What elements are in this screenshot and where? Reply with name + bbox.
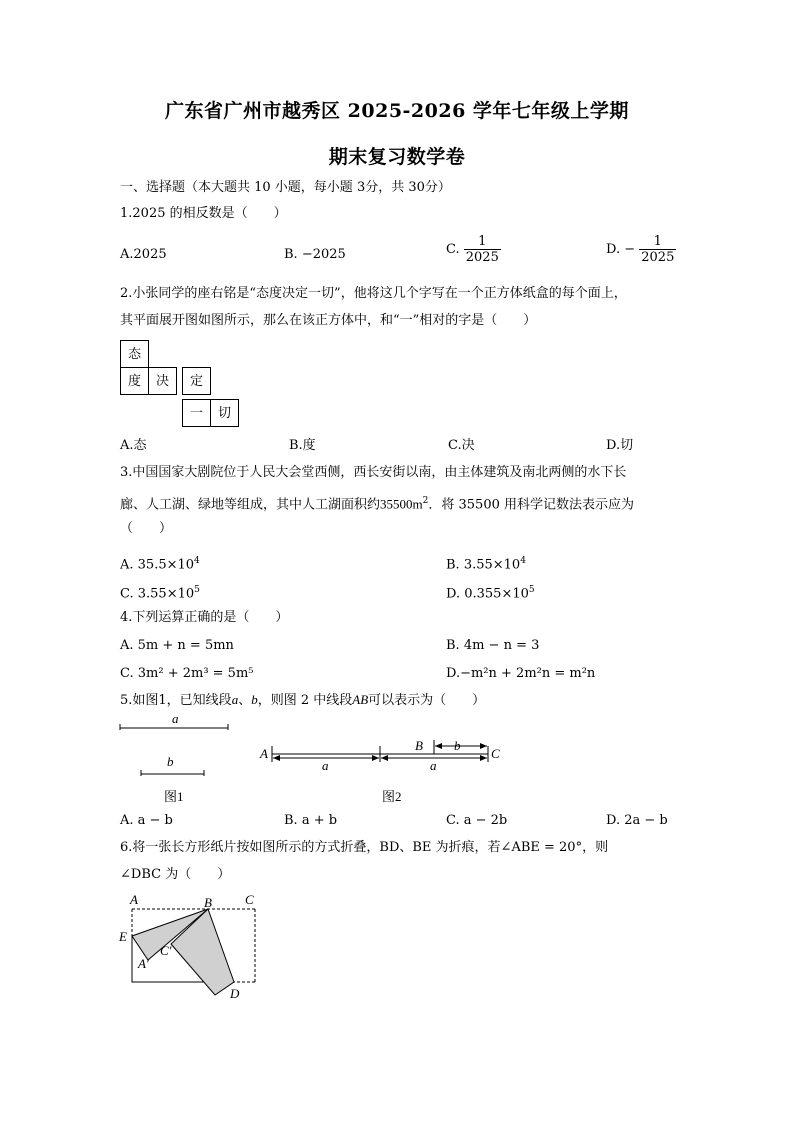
q3-option-d <box>446 582 535 602</box>
q3-area-value: 35500m <box>380 496 423 512</box>
fig-point-a: A <box>130 892 138 907</box>
q3-line1: 3.中国国家大剧院位于人民大会堂西侧，西长安街以南，由主体建筑及南北两侧的水下长 <box>120 465 627 480</box>
q4-stem: 4.下列运算正确的是（ ） <box>120 610 289 625</box>
fig-point-c: C <box>245 892 254 907</box>
q3-option-a <box>120 553 200 573</box>
net-cell-qie: 切 <box>210 399 239 427</box>
net-cell-jue: 决 <box>148 367 177 395</box>
q6-line1: 6.将一张长方形纸片按如图所示的方式折叠，BD、BE 为折痕，若∠ABE = 20°，则 <box>120 840 609 855</box>
exam-title-line2: 期末复习数学卷 <box>328 146 466 168</box>
q3-line2 <box>120 493 634 513</box>
q5-var-b: b <box>251 692 258 707</box>
q2-option-a: A.态 <box>120 438 147 453</box>
net-cell-yi: 一 <box>182 399 211 427</box>
exam-title-line1: 广东省广州市越秀区 2025-2026 学年七年级上学期 <box>165 100 629 122</box>
q4-option-d: D.−m²n + 2m²n = m²n <box>446 666 596 681</box>
q3-d-exp: 5 <box>528 585 535 595</box>
q3-line3: （ ） <box>120 521 173 536</box>
q4-option-b: B. 4m − n = 3 <box>446 638 540 653</box>
net-cell-ding: 定 <box>182 367 211 395</box>
q3-option-b <box>446 553 526 573</box>
fig2-point-c: C <box>491 746 500 761</box>
q6-line2: ∠DBC 为（ ） <box>120 867 231 882</box>
q5-stem <box>120 692 485 709</box>
q3-c-exp: 5 <box>194 585 200 595</box>
q3-b-exp: 4 <box>520 556 526 566</box>
q5-option-d: D. 2a − b <box>606 813 668 828</box>
q1-option-a: A.2025 <box>120 247 167 262</box>
q5-option-c: C. a − 2b <box>446 813 508 828</box>
q3-c-base: C. 3.55×10 <box>120 586 195 602</box>
q4-option-c: C. 3m² + 2m³ = 5m⁵ <box>120 666 254 681</box>
fig1-label-a: a <box>172 711 179 726</box>
q5-option-b: B. a + b <box>284 813 338 828</box>
q5-figures <box>110 708 530 808</box>
q5-stem-end: 可以表示为（ ） <box>368 693 486 708</box>
q5-var-a: a <box>231 692 239 707</box>
fig2-label-b: b <box>454 738 461 753</box>
fig-point-c-prime: C′ <box>160 943 172 958</box>
q6-fold-figure <box>112 890 272 1005</box>
q2-line1: 2.小张同学的座右铭是“态度决定一切”，他将这几个字写在一个正方体纸盒的每个面上， <box>120 286 627 301</box>
q1-c-numerator: 1 <box>464 234 501 250</box>
fig2-label-a2: a <box>430 758 437 773</box>
q5-segment-ab: AB <box>352 692 369 707</box>
q2-option-b: B.度 <box>289 438 316 453</box>
q3-b-base: B. 3.55×10 <box>446 557 521 573</box>
q3-d-base: D. 0.355×10 <box>446 586 529 602</box>
q1-option-d-prefix: D. − <box>606 242 636 257</box>
net-cell-tai: 态 <box>120 340 149 368</box>
fig-point-b: B <box>204 895 212 910</box>
q5-stem-mid: ，则图 2 中线段 <box>257 693 353 708</box>
q1-option-c-prefix: C. <box>446 242 460 257</box>
q5-separator: 、 <box>238 693 252 708</box>
q3-line2-start: 廊、人工湖、绿地等组成，其中人工湖面积约 <box>120 497 381 513</box>
q1-c-denominator: 2025 <box>465 250 499 265</box>
q3-area-exponent: 2 <box>422 496 429 506</box>
q1-option-c <box>446 234 501 265</box>
fig2-caption: 图2 <box>382 789 402 804</box>
q2-option-c: C.决 <box>448 438 475 453</box>
q5-stem-start: 5.如图1，已知线段 <box>120 693 232 708</box>
q1-d-numerator: 1 <box>639 234 676 250</box>
q1-option-d <box>606 234 676 265</box>
fig-point-a-prime: A′ <box>138 956 149 971</box>
fig-point-e: E <box>119 929 127 944</box>
q4-option-a: A. 5m + n = 5mn <box>120 638 234 653</box>
net-cell-du: 度 <box>120 367 149 395</box>
fig2-label-a1: a <box>322 758 329 773</box>
fig1-caption: 图1 <box>164 789 184 804</box>
q1-option-c-fraction <box>464 234 501 265</box>
q2-option-d: D.切 <box>606 438 634 453</box>
q2-line2: 其平面展开图如图所示，那么在该正方体中，和“一”相对的字是（ ） <box>120 313 537 328</box>
fig1-label-b: b <box>167 754 174 769</box>
q3-line2-end: ．将 35500 用科学记数法表示应为 <box>428 497 634 513</box>
q5-option-a: A. a − b <box>120 813 173 828</box>
section-heading: 一、选择题（本大题共 10 小题，每小题 3分，共 30分） <box>120 180 451 195</box>
q3-a-exp: 4 <box>194 556 200 566</box>
q1-option-b: B. −2025 <box>284 247 346 262</box>
q1-stem: 1.2025 的相反数是（ ） <box>120 206 287 221</box>
q1-d-denominator: 2025 <box>641 250 675 265</box>
q1-option-d-fraction <box>639 234 676 265</box>
fig2-point-a: A <box>260 746 268 761</box>
fig-point-d: D <box>230 986 240 1001</box>
fig2-point-b: B <box>415 738 423 753</box>
q3-a-base: A. 35.5×10 <box>120 557 195 573</box>
q3-option-c <box>120 582 200 602</box>
